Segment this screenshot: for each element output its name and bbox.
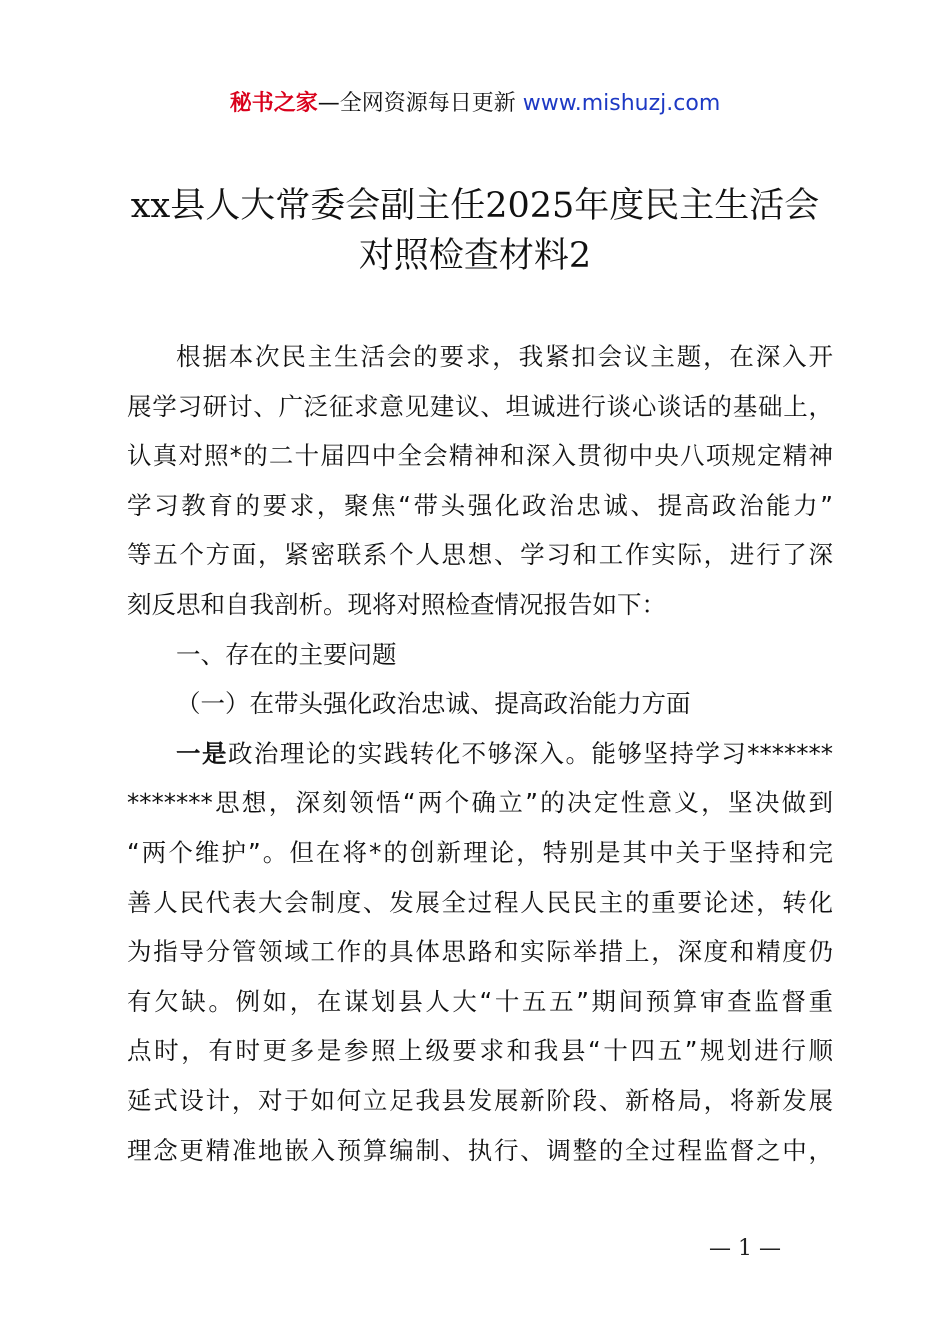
lead-in-label: 一是: [176, 738, 228, 768]
paragraph-line: “两个维护”。但在将*的创新理论，特别是其中关于坚持和完: [127, 837, 833, 867]
site-tagline: —全网资源每日更新: [317, 91, 523, 116]
paragraph-line: 延式设计，对于如何立足我县发展新阶段、新格局，将新发展: [127, 1085, 833, 1115]
paragraph-line-text: 政治理论的实践转化不够深入。能够坚持学习*******: [227, 738, 834, 768]
paragraph-line: 等五个方面，紧密联系个人思想、学习和工作实际，进行了深: [127, 540, 833, 570]
paragraph-line: [127, 729, 833, 779]
site-header: [0, 86, 950, 122]
paragraph-line: *******思想，深刻领悟“两个确立”的决定性意义，坚决做到: [127, 788, 833, 818]
paragraph-line: 善人民代表大会制度、发展全过程人民民主的重要论述，转化: [127, 887, 833, 917]
subsection-heading: （一）在带头强化政治忠诚、提高政治能力方面: [176, 689, 691, 719]
site-brand: 秘书之家: [229, 91, 318, 116]
paragraph-line: 认真对照*的二十届四中全会精神和深入贯彻中央八项规定精神: [127, 441, 833, 471]
paragraph-line: 刻反思和自我剖析。现将对照检查情况报告如下：: [127, 589, 666, 619]
paragraph-line: 为指导分管领域工作的具体思路和实际举措上，深度和精度仍: [127, 937, 833, 967]
paragraph-line: 有欠缺。例如，在谋划县人大“十五五”期间预算审查监督重: [127, 986, 833, 1016]
paragraph-line: 点时，有时更多是参照上级要求和我县“十四五”规划进行顺: [127, 1036, 833, 1066]
section-heading: 一、存在的主要问题: [176, 639, 397, 669]
document-title-line-1: xx县人大常委会副主任2025年度民主生活会: [130, 186, 820, 226]
paragraph-line: 根据本次民主生活会的要求，我紧扣会议主题，在深入开: [176, 342, 833, 371]
site-url-link[interactable]: www.mishuzj.com: [522, 91, 721, 116]
page-number: — 1 —: [709, 1236, 781, 1261]
document-body: [127, 332, 833, 1175]
paragraph-line: 学习教育的要求，聚焦“带头强化政治忠诚、提高政治能力”: [127, 490, 833, 520]
paragraph-line: 展学习研讨、广泛征求意见建议、坦诚进行谈心谈话的基础上，: [127, 391, 833, 421]
paragraph-line: 理念更精准地嵌入预算编制、执行、调整的全过程监督之中，: [127, 1135, 833, 1165]
document-title-line-2: 对照检查材料2: [358, 236, 592, 276]
